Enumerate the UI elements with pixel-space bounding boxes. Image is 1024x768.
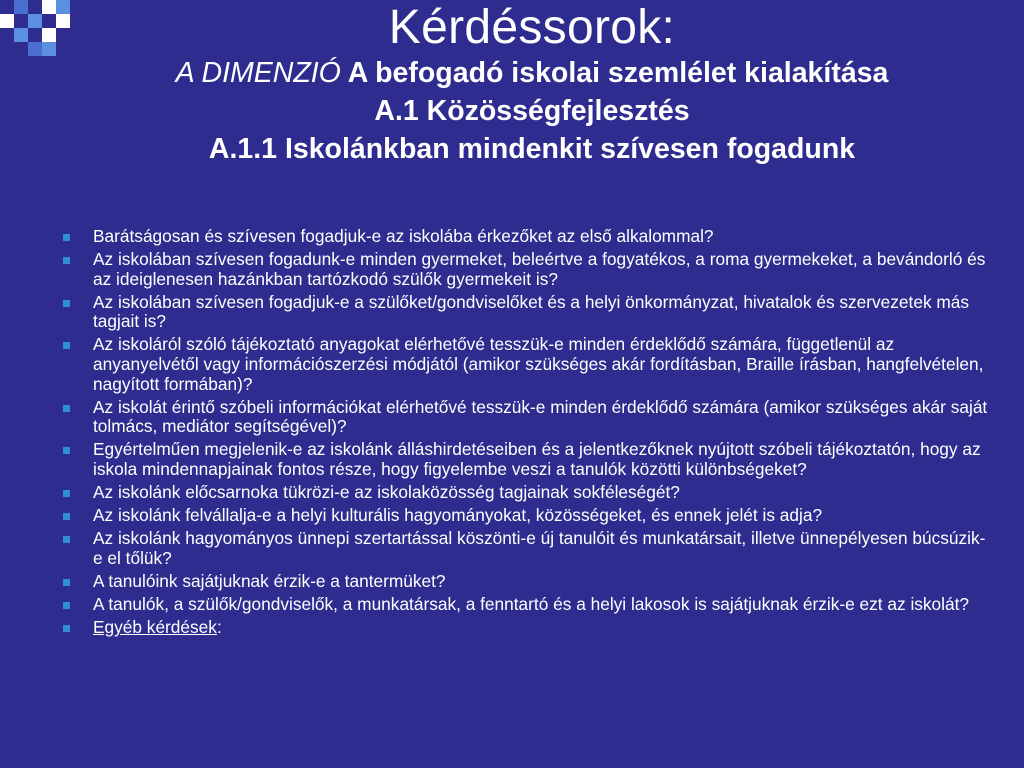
- other-questions-suffix: :: [216, 617, 222, 638]
- question-text: A tanulóink sajátjuknak érzik-e a tantermüket?: [93, 571, 446, 591]
- dimension-line: [40, 54, 1024, 92]
- bullet-icon: [63, 536, 70, 543]
- question-item: [60, 506, 990, 526]
- question-item: [60, 398, 990, 437]
- question-item: [60, 335, 990, 394]
- dimension-title: A befogadó iskolai szemlélet kialakítása: [347, 57, 889, 89]
- bullet-icon: [63, 300, 70, 307]
- question-item: [60, 572, 990, 592]
- question-item: [60, 293, 990, 332]
- question-text: Barátságosan és szívesen fogadjuk-e az iskolába érkezőket az első alkalommal?: [93, 226, 714, 246]
- bullet-icon: [63, 513, 70, 520]
- question-text: Az iskolánk hagyományos ünnepi szertartással köszönti-e új tanulóit és munkatársait, illetve ünnepélyesen búcsúzik-e el tőlük?: [93, 528, 986, 568]
- question-text: A tanulók, a szülők/gondviselők, a munkatársak, a fenntartó és a helyi lakosok is sajátjuknak érzik-e ezt az iskolát?: [93, 594, 970, 615]
- question-item: [60, 529, 990, 568]
- question-item: [60, 227, 990, 247]
- question-text: Az iskolában szívesen fogadunk-e minden gyermeket, beleértve a fogyatékos, a roma gyermekeket, a bevándorló és az ideiglenesen hazánkban tartózkodó szülők gyermekeit is?: [93, 249, 986, 289]
- bullet-icon: [63, 234, 70, 241]
- bullet-icon: [63, 579, 70, 586]
- title-block: [40, 2, 1024, 168]
- bullet-icon: [63, 602, 70, 609]
- question-text: Az iskoláról szóló tájékoztató anyagokat elérhetővé tesszük-e minden érdeklődő számára, függetlenül az anyanyelvétől vagy információszerzési módjától (amikor szükséges akár fordításban, Braille írásban, hangfelvételen, nagyított formában)?: [93, 334, 984, 394]
- question-text: Az iskolánk felvállalja-e a helyi kulturális hagyományokat, közösségeket, és ennek jelét is adja?: [93, 505, 823, 526]
- bullet-icon: [63, 342, 70, 349]
- question-text: Az iskolában szívesen fogadjuk-e a szülőket/gondviselőket és a helyi önkormányzat, hivatalok és szervezetek más tagjait is?: [93, 291, 970, 332]
- question-item: [60, 250, 990, 289]
- other-questions-item: [60, 618, 990, 638]
- bullet-icon: [63, 405, 70, 412]
- section-title: A.1 Közösségfejlesztés: [374, 95, 690, 127]
- question-list: [60, 227, 990, 641]
- bullet-icon: [63, 625, 70, 632]
- question-text: Az iskolánk előcsarnoka tükrözi-e az iskolaközösség tagjainak sokféleségét?: [93, 482, 680, 503]
- question-item: [60, 440, 990, 479]
- question-text: Egyértelműen megjelenik-e az iskolánk álláshirdetéseiben és a jelentkezőknek nyújtott szóbeli tájékoztatón, hogy az iskola mindennapjainak fontos része, hogy figyelembe veszi a tanulók közötti különbségeket?: [93, 439, 981, 480]
- dimension-label: A DIMENZIÓ: [175, 57, 341, 89]
- bullet-icon: [63, 257, 70, 264]
- other-questions-link[interactable]: Egyéb kérdések: [93, 617, 217, 638]
- question-item: [60, 483, 990, 503]
- bullet-icon: [63, 447, 70, 454]
- question-item: [60, 595, 990, 615]
- subsection-title: A.1.1 Iskolánkban mindenkit szívesen fogadunk: [208, 133, 856, 165]
- slide-title: Kérdéssorok:: [388, 1, 676, 54]
- bullet-icon: [63, 490, 70, 497]
- question-text: Az iskolát érintő szóbeli információkat elérhetővé tesszük-e minden érdeklődő számára (amikor szükséges akár saját tolmács, mediátor segítségével)?: [93, 396, 988, 437]
